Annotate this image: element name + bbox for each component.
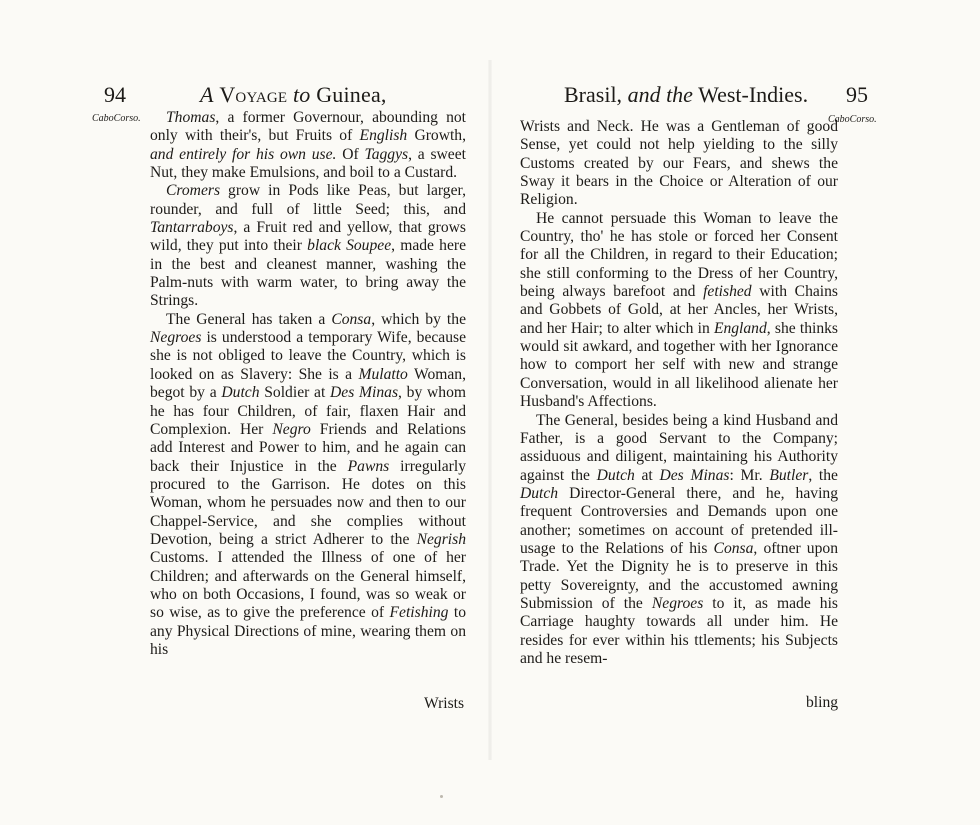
- text-run: Woman, begot by a: [150, 365, 466, 402]
- italic-text: Mulatto: [358, 365, 408, 383]
- text-run: : Mr.: [729, 466, 770, 484]
- italic-text: Dutch: [520, 484, 559, 502]
- text-run: at: [634, 466, 660, 484]
- text-run: Friends and Relations add Interest and Power to him, and he again can back their Injustice in the: [150, 420, 467, 475]
- text-run: to any Physical Directions of mine, wearing them on his: [150, 604, 466, 658]
- text-run: , oftner upon Trade. Yet the Dignity he is to preserve in this petty Sovereignty, and the accustomed awning Submission of the: [520, 539, 838, 612]
- text-run: is understood a temporary Wife, because she is not obliged to leave the Country, which is looked on as Slavery: She is a: [150, 329, 466, 383]
- text-run: He cannot persuade this Woman to leave the Country, tho' he has stole or forced her Consent for all the Children, in regard to their Education; she still conforming to the Dress of her Country, being always barefoot and: [520, 209, 838, 301]
- italic-text: Des Minas: [659, 466, 730, 484]
- italic-text: Des Minas: [330, 384, 399, 402]
- text-run: with Chains and Gobbets of Gold, at her Ancles, her Wrists, and her Hair; to alter which in: [520, 283, 838, 337]
- italic-text: Negroes: [150, 329, 202, 347]
- italic-text: fetished: [703, 283, 752, 301]
- text-run: The General has taken a: [166, 310, 332, 328]
- right-page-number: 95: [846, 82, 868, 107]
- text-run: , a Fruit red and yellow, that grows wild, they put into their: [150, 219, 466, 255]
- italic-text: Dutch: [221, 384, 260, 402]
- left-catchword: Wrists: [424, 695, 465, 712]
- text-run: Director-General there, and he, having frequent Controversies and Demands upon one another; sometimes on account of pretended ill-usage to the Relations of his: [520, 484, 838, 557]
- title-part-b: and the: [627, 82, 693, 107]
- paragraph: [520, 210, 838, 412]
- text-run: Of: [336, 145, 365, 163]
- italic-text: Thomas: [166, 109, 216, 126]
- left-text-column: [150, 109, 466, 659]
- text-run: The General, besides being a kind Husband and Father, is a good Servant to the Company; assiduous and diligent, maintaining his Authority against the: [520, 411, 838, 484]
- right-text-column: [520, 118, 838, 668]
- italic-text: Consa: [331, 310, 372, 328]
- right-running-title: [564, 82, 808, 108]
- paragraph: [150, 182, 466, 310]
- text-run: , which by the: [371, 310, 466, 328]
- paragraph: [150, 311, 466, 660]
- right-margin-note: CaboCorso.: [828, 114, 877, 125]
- text-run: , she thinks would sit awkard, and together with her Ignorance how to comport her self with new and strange Conversation, would in all likelihood alienate her Husband's Affections.: [520, 319, 838, 411]
- italic-text: Negro: [272, 420, 311, 438]
- italic-text: Butler: [769, 466, 809, 484]
- title-part-c: West-Indies.: [698, 82, 809, 107]
- text-run: grow in Pods like Peas, but larger, rounder, and full of little Seed; this, and: [150, 182, 466, 218]
- left-margin-note: CaboCorso.: [92, 113, 141, 124]
- text-run: Soldier at: [259, 384, 331, 402]
- text-run: irregularly procured to the Garrison. He dotes on this Woman, whom he persuades now and then to our Chappel-Service, and she complies without Devotion, being a strict Adherer to the: [150, 457, 466, 548]
- text-run: , by whom he has four Children, of fair, flaxen Hair and Complexion. Her: [150, 384, 466, 438]
- text-run: Growth,: [407, 127, 466, 145]
- italic-text: and entirely for his own use.: [150, 145, 337, 163]
- left-running-title: [200, 82, 387, 108]
- title-part-c: to: [292, 82, 311, 107]
- italic-text: England: [713, 319, 767, 337]
- title-part-d: Guinea,: [316, 82, 387, 107]
- text-run: Customs. I attended the Illness of one of her Children; and afterwards on the General himself, who on both Occasions, I found, was so weak or so wise, as to give the preference of: [150, 549, 466, 622]
- text-run: , a sweet Nut, they make Emulsions, and boil to a Custard.: [150, 145, 466, 182]
- paragraph: [150, 109, 466, 182]
- italic-text: Negroes: [651, 594, 704, 612]
- page-mark: [440, 795, 443, 798]
- italic-text: Taggys: [364, 145, 409, 163]
- italic-text: Fetishing: [389, 604, 449, 622]
- italic-text: Tantarraboys: [150, 219, 234, 237]
- text-run: Wrists and Neck. He was a Gentleman of good Sense, yet could not help yielding to the silly Customs created by our Fears, and shews the Sway it bears in the Choice or Alteration of our Religion.: [520, 118, 838, 209]
- paragraph: [520, 118, 838, 210]
- italic-text: Cromers: [166, 182, 221, 200]
- text-run: to it, as made his Carriage haughty towards all under him. He resides for ever within his ttlements; his Subjects and he resem-: [520, 594, 838, 667]
- title-part-a: A: [200, 82, 214, 107]
- title-part-b: Voyage: [219, 82, 288, 107]
- left-page-number: 94: [104, 82, 126, 107]
- paragraph: [520, 412, 838, 669]
- right-page: [490, 0, 980, 825]
- italic-text: Consa: [713, 539, 754, 557]
- italic-text: English: [359, 127, 408, 145]
- text-run: , a former Governour, abounding not only with their's, but Fruits of: [150, 109, 466, 145]
- right-catchword: bling: [806, 694, 839, 711]
- text-run: , the: [808, 466, 838, 484]
- italic-text: black Soupee: [307, 237, 392, 255]
- italic-text: Pawns: [347, 457, 390, 475]
- title-part-a: Brasil,: [564, 82, 623, 107]
- italic-text: Negrish: [416, 530, 466, 548]
- italic-text: Dutch: [596, 466, 635, 484]
- text-run: , made here in the best and cleanest manner, washing the Palm-nuts with warm water, to bring away the Strings.: [150, 237, 466, 310]
